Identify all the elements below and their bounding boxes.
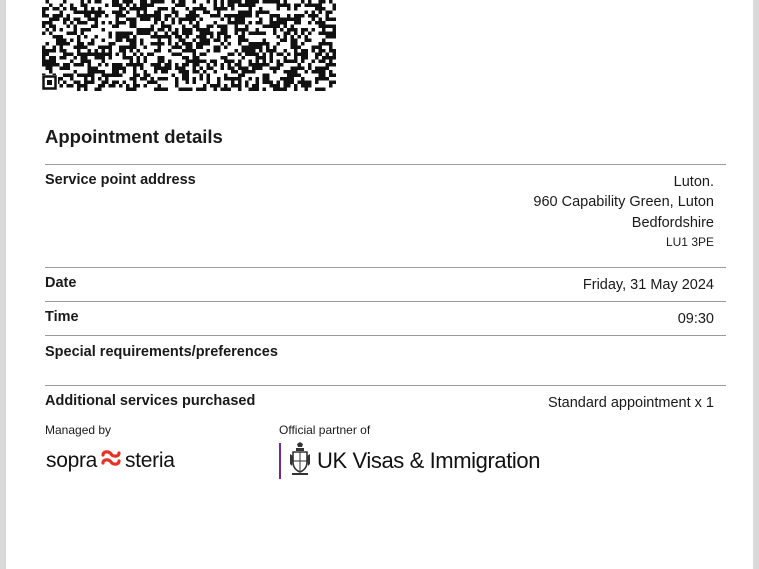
divider [45,385,726,386]
address-label: Service point address [45,172,196,188]
qr-code-icon [42,0,338,91]
royal-crest-icon [289,442,311,481]
time-value: 09:30 [677,311,714,327]
additional-services-label: Additional services purchased [45,393,256,409]
appointment-page [6,0,753,569]
divider [45,335,726,336]
address-line2: 960 Capability Green, Luton [533,194,714,210]
official-partner-caption: Official partner of [279,423,371,437]
sopra-text: sopra [46,449,98,472]
ukvi-logo [279,443,540,479]
divider [45,267,726,268]
additional-services-value: Standard appointment x 1 [547,395,714,411]
divider [45,301,726,302]
ukvi-bar [279,443,281,479]
address-line3: Bedfordshire [631,215,714,231]
sopra-steria-logo [46,447,175,475]
steria-text: steria [125,449,175,472]
managed-by-caption: Managed by [45,423,112,437]
address-line1: Luton. [673,174,714,190]
divider [45,164,726,165]
address-postcode: LU1 3PE [665,235,714,249]
sopra-steria-mark-icon [100,449,122,473]
time-label: Time [45,309,79,325]
date-label: Date [45,275,77,291]
section-title: Appointment details [45,126,223,147]
special-requirements-label: Special requirements/preferences [45,344,278,360]
ukvi-text: UK Visas & Immigration [317,448,541,473]
date-value: Friday, 31 May 2024 [582,277,714,293]
